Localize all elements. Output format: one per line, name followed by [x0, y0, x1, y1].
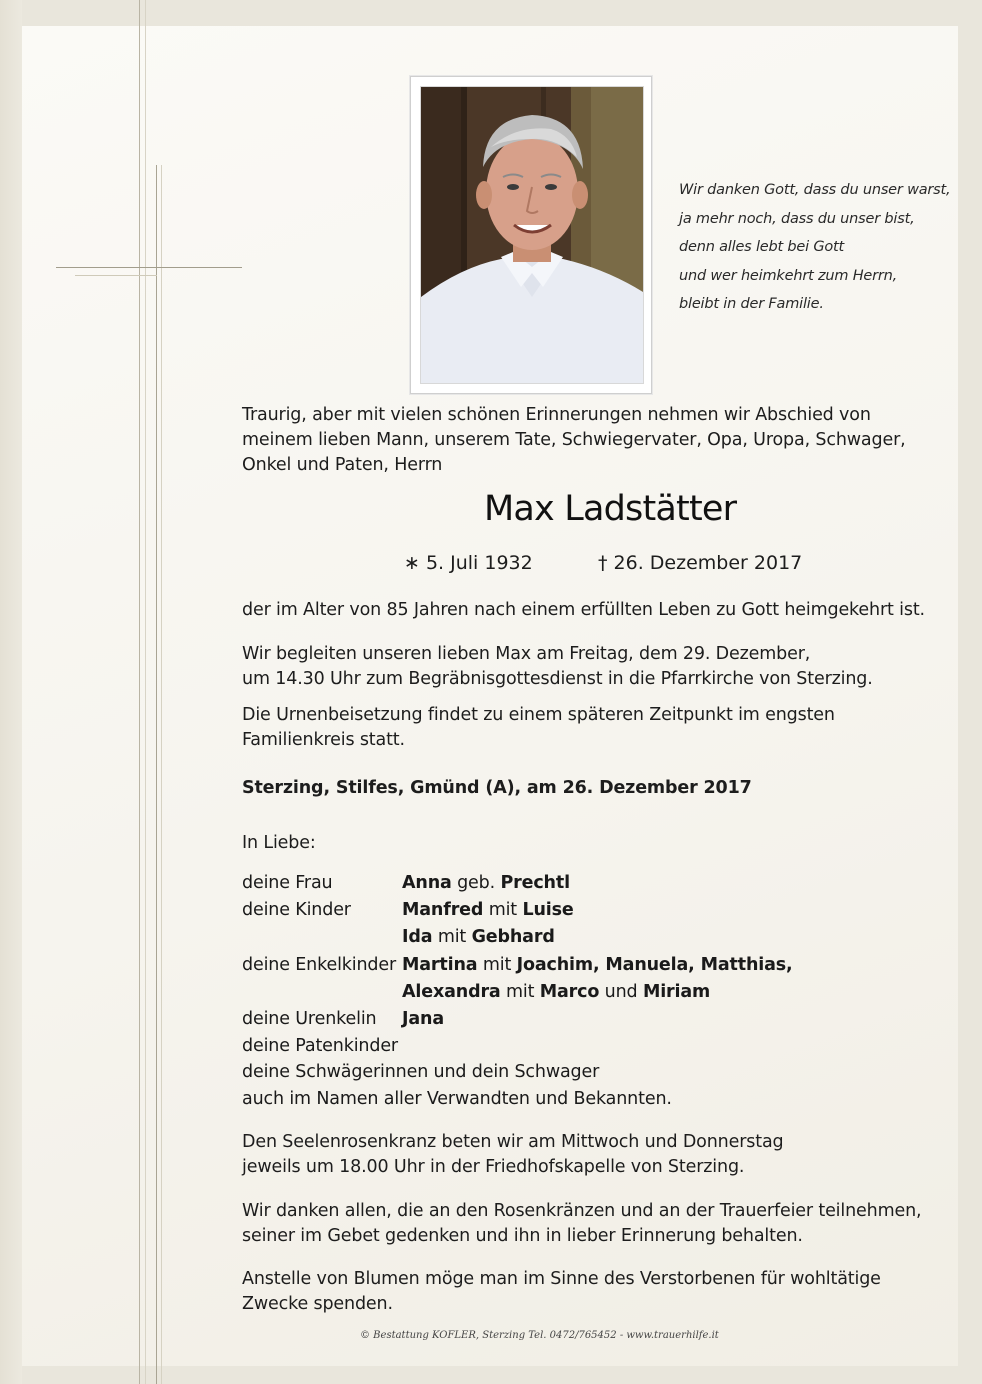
family-label-great-grandchild: deine Urenkelin	[242, 1009, 377, 1029]
wife-maiden-name: Prechtl	[500, 873, 570, 893]
verse-line: bleibt in der Familie.	[679, 296, 824, 312]
grandchild-name: Miriam	[642, 982, 711, 1002]
grandchild-connector: mit	[500, 982, 540, 1002]
family-great-grandchild	[402, 1006, 444, 1033]
verse	[679, 176, 959, 319]
cross-line-vertical-inner	[156, 165, 157, 1384]
family-godchildren: deine Patenkinder	[242, 1036, 398, 1056]
child-name: Manfred	[402, 900, 484, 920]
cross-line-vertical-outer	[139, 0, 140, 1384]
family-child	[402, 897, 574, 924]
family-label-children: deine Kinder	[242, 900, 351, 920]
great-grandchild-name: Jana	[402, 1009, 444, 1029]
intro-line: Traurig, aber mit vielen schönen Erinnerungen nehmen wir Abschied von	[242, 405, 871, 425]
verse-line: Wir danken Gott, dass du unser warst,	[679, 182, 951, 198]
in-love-heading: In Liebe:	[242, 833, 316, 853]
grandchild-partner: Marco	[539, 982, 600, 1002]
grandchild-connector: mit	[477, 955, 517, 975]
cross-line-vertical-inner-shadow	[161, 165, 162, 1384]
place-date: Sterzing, Stilfes, Gmünd (A), am 26. Dezember 2017	[242, 778, 752, 798]
urn-line: Familienkreis statt.	[242, 730, 405, 750]
grandchild-connector: und	[599, 982, 643, 1002]
thanks-line: Wir danken allen, die an den Rosenkränzen und an der Trauerfeier teilnehmen,	[242, 1201, 922, 1221]
child-partner: Gebhard	[471, 927, 555, 947]
rosary-line: jeweils um 18.00 Uhr in der Friedhofskapelle von Sterzing.	[242, 1157, 745, 1177]
family-relatives: auch im Namen aller Verwandten und Bekannten.	[242, 1089, 672, 1109]
urn-line: Die Urnenbeisetzung findet zu einem späteren Zeitpunkt im engsten	[242, 705, 835, 725]
family-inlaws: deine Schwägerinnen und dein Schwager	[242, 1062, 600, 1082]
funeral-line: um 14.30 Uhr zum Begräbnisgottesdienst in die Pfarrkirche von Sterzing.	[242, 669, 873, 689]
wife-connector: geb.	[451, 873, 501, 893]
grandchild-names: Joachim, Manuela, Matthias,	[516, 955, 793, 975]
portrait-photo	[420, 86, 644, 384]
verse-line: und wer heimkehrt zum Herrn,	[679, 267, 898, 284]
intro-line: meinem lieben Mann, unserem Tate, Schwiegervater, Opa, Uropa, Schwager,	[242, 430, 906, 450]
cross-line-horizontal-shadow	[75, 275, 157, 276]
funeral-home-footer: © Bestattung KOFLER, Sterzing Tel. 0472/765452 - www.trauerhilfe.it	[360, 1330, 719, 1341]
flowers-line: Anstelle von Blumen möge man im Sinne des Verstorbenen für wohltätige	[242, 1269, 881, 1289]
family-wife	[402, 870, 570, 897]
grandchild-name: Martina	[402, 955, 478, 975]
child-partner: Luise	[522, 900, 574, 920]
thanks-line: seiner im Gebet gedenken und ihn in lieber Erinnerung behalten.	[242, 1226, 803, 1246]
family-label-wife: deine Frau	[242, 873, 333, 893]
funeral-line: Wir begleiten unseren lieben Max am Freitag, dem 29. Dezember,	[242, 644, 811, 664]
cross-line-vertical-outer-shadow	[145, 0, 146, 1384]
family-label-grandchildren: deine Enkelkinder	[242, 955, 397, 975]
rosary-line: Den Seelenrosenkranz beten wir am Mittwoch und Donnerstag	[242, 1132, 784, 1152]
family-grandchild	[402, 952, 793, 979]
deceased-name: Max Ladstätter	[484, 489, 737, 529]
wife-first-name: Anna	[402, 873, 452, 893]
verse-line: ja mehr noch, dass du unser bist,	[679, 210, 915, 227]
left-frame-band	[0, 0, 22, 1384]
grandchild-name: Alexandra	[402, 982, 501, 1002]
portrait-frame	[410, 76, 652, 394]
portrait-illustration	[421, 87, 643, 383]
intro-line: Onkel und Paten, Herrn	[242, 455, 443, 475]
flowers-line: Zwecke spenden.	[242, 1294, 393, 1314]
cross-line-horizontal	[56, 267, 242, 268]
child-name: Ida	[402, 927, 433, 947]
family-child	[402, 924, 555, 951]
child-connector: mit	[483, 900, 523, 920]
verse-line: denn alles lebt bei Gott	[679, 239, 845, 255]
death-date: † 26. Dezember 2017	[598, 552, 803, 574]
birth-date: ∗ 5. Juli 1932	[404, 552, 533, 574]
child-connector: mit	[432, 927, 472, 947]
family-grandchild	[402, 979, 710, 1006]
age-line: der im Alter von 85 Jahren nach einem erfüllten Leben zu Gott heimgekehrt ist.	[242, 600, 925, 620]
